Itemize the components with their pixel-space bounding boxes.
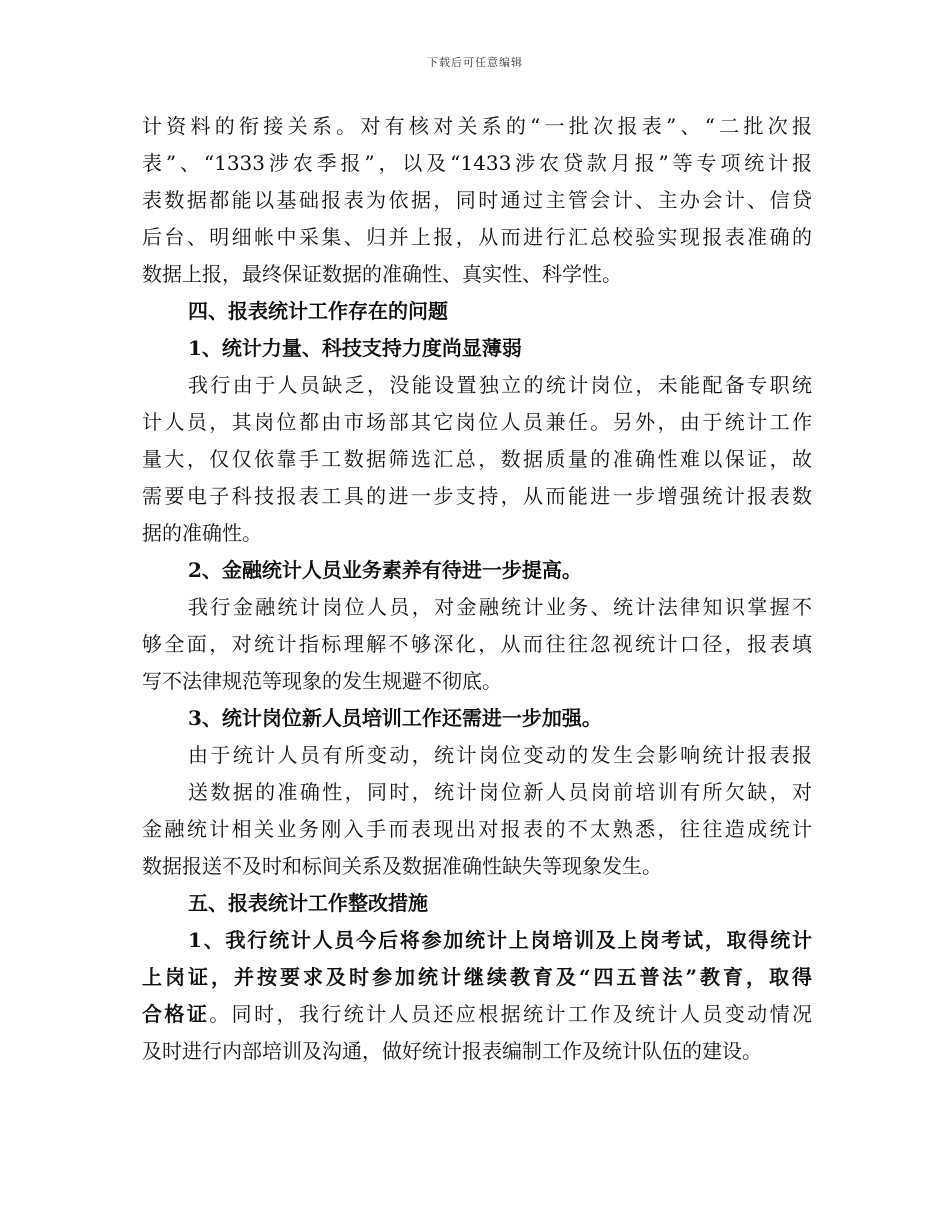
section-heading-5: 五、报表统计工作整改措施 [188,891,428,915]
paragraph-line: 我行由于人员缺乏，没能设置独立的统计岗位，未能配备专职统 [188,373,812,397]
paragraph-line: 送数据的准确性，同时，统计岗位新人员岗前培训有所欠缺，对 [188,780,812,804]
paragraph-line: 表数据都能以基础报表为依据，同时通过主管会计、主办会计、信贷 [142,188,812,212]
paragraph-line: 表”、“1333涉农季报”，以及“1433涉农贷款月报”等专项统计报 [142,151,812,175]
paragraph-line: 写不法律规范等现象的发生规避不彻底。 [142,669,502,693]
paragraph-line: 数据报送不及时和标间关系及数据准确性缺失等现象发生。 [142,854,662,878]
paragraph-line: 够全面，对统计指标理解不够深化，从而往往忽视统计口径，报表填 [142,632,812,656]
paragraph-line: 由于统计人员有所变动，统计岗位变动的发生会影响统计报表报 [188,743,812,767]
paragraph-line: 后台、明细帐中采集、归并上报，从而进行汇总校验实现报表准确的 [142,225,812,249]
subheading-4-3: 3、统计岗位新人员培训工作还需进一步加强。 [188,706,602,730]
paragraph-line: 金融统计相关业务刚入手而表现出对报表的不太熟悉，往往造成统计 [142,817,812,841]
subheading-4-1: 1、统计力量、科技支持力度尚显薄弱 [188,336,522,360]
document-body [142,108,812,1070]
section-heading-4: 四、报表统计工作存在的问题 [188,299,448,323]
bold-fragment: 合格证 [142,1002,210,1026]
paragraph-line-bold: 上岗证，并按要求及时参加统计继续教育及“四五普法”教育，取得 [142,965,812,989]
paragraph-line: 量大，仅仅依靠手工数据筛选汇总，数据质量的准确性难以保证，故 [142,447,812,471]
paragraph-line: 我行金融统计岗位人员，对金融统计业务、统计法律知识掌握不 [188,595,812,619]
paragraph-line: 计资料的衔接关系。对有核对关系的“一批次报表”、“二批次报 [142,114,812,138]
page-header-note: 下载后可任意编辑 [427,56,523,69]
paragraph-line-mixed [142,996,812,1033]
paragraph-line-bold: 1、我行统计人员今后将参加统计上岗培训及上岗考试，取得统计 [188,928,812,952]
paragraph-line: 据的准确性。 [142,521,262,545]
normal-fragment: 。同时，我行统计人员还应根据统计工作及统计人员变动情况 [209,1002,813,1026]
subheading-4-2: 2、金融统计人员业务素养有待进一步提高。 [188,558,582,582]
paragraph-line: 数据上报，最终保证数据的准确性、真实性、科学性。 [142,262,622,286]
paragraph-line: 需要电子科技报表工具的进一步支持，从而能进一步增强统计报表数 [142,484,812,508]
paragraph-line: 及时进行内部培训及沟通，做好统计报表编制工作及统计队伍的建设。 [142,1039,762,1063]
paragraph-line: 计人员，其岗位都由市场部其它岗位人员兼任。另外，由于统计工作 [142,410,812,434]
